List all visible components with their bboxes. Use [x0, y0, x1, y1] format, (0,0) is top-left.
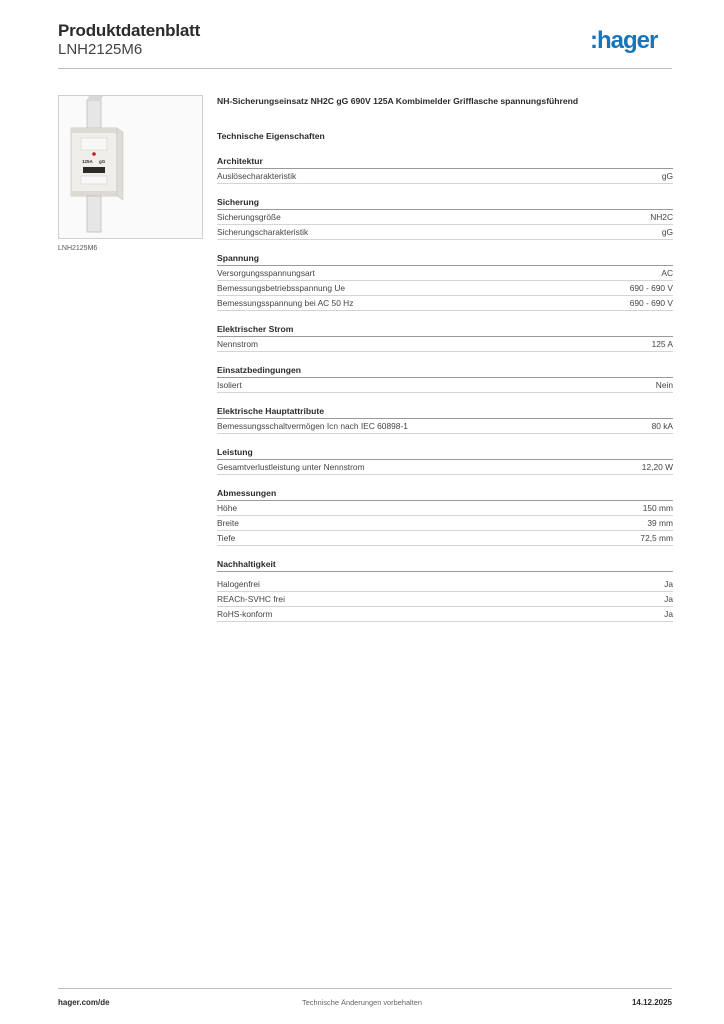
property-value: Ja	[664, 609, 673, 619]
section-title: Abmessungen	[217, 486, 673, 501]
property-value: gG	[661, 171, 673, 181]
section-elektrische-hauptattribute	[217, 404, 673, 434]
section-architektur	[217, 154, 673, 184]
product-code-subtitle: LNH2125M6	[58, 41, 143, 58]
property-row	[217, 225, 673, 240]
property-label: Gesamtverlustleistung unter Nennstrom	[217, 462, 365, 472]
property-value: Ja	[664, 579, 673, 589]
property-row	[217, 378, 673, 393]
property-label: Auslösecharakteristik	[217, 171, 297, 181]
section-nachhaltigkeit	[217, 557, 673, 622]
technical-properties-heading: Technische Eigenschaften	[217, 131, 325, 141]
property-value: 690 - 690 V	[629, 298, 673, 308]
property-label: Versorgungsspannungsart	[217, 268, 315, 278]
property-row	[217, 516, 673, 531]
property-row	[217, 577, 673, 592]
property-label: Bemessungsspannung bei AC 50 Hz	[217, 298, 354, 308]
hager-logo-text: :hager	[590, 27, 658, 54]
image-caption: LNH2125M6	[58, 245, 98, 252]
header-divider	[58, 68, 672, 69]
property-value: gG	[661, 227, 673, 237]
property-label: Sicherungscharakteristik	[217, 227, 309, 237]
property-label: RoHS-konform	[217, 609, 273, 619]
property-row	[217, 592, 673, 607]
property-label: Sicherungsgröße	[217, 212, 281, 222]
property-value: 72,5 mm	[640, 533, 673, 543]
property-row	[217, 501, 673, 516]
section-title: Nachhaltigkeit	[217, 557, 673, 572]
footer-date: 14.12.2025	[631, 998, 672, 1007]
property-row	[217, 169, 673, 184]
property-row	[217, 531, 673, 546]
product-details	[217, 94, 673, 622]
property-value: NH2C	[650, 212, 673, 222]
page-title: Produktdatenblatt	[58, 21, 201, 40]
property-row	[217, 337, 673, 352]
property-value: 690 - 690 V	[629, 283, 673, 293]
property-label: Bemessungsbetriebsspannung Ue	[217, 283, 346, 293]
svg-text:125A: 125A	[82, 159, 93, 164]
property-row	[217, 419, 673, 434]
property-label: Isoliert	[217, 380, 242, 390]
section-spannung	[217, 251, 673, 311]
product-description: NH-Sicherungseinsatz NH2C gG 690V 125A Kombimelder Grifflasche spannungsführend	[217, 96, 579, 106]
property-row	[217, 296, 673, 311]
property-row	[217, 460, 673, 475]
property-value: 150 mm	[642, 503, 673, 513]
section-abmessungen	[217, 486, 673, 546]
footer-website-link[interactable]: hager.com/de	[58, 998, 110, 1007]
section-elektrischer-strom	[217, 322, 673, 352]
property-value: 80 kA	[651, 421, 673, 431]
section-leistung	[217, 445, 673, 475]
property-label: Bemessungsschaltvermögen Icn nach IEC 60898-1	[217, 421, 408, 431]
property-label: REACh-SVHC frei	[217, 594, 285, 604]
section-title: Einsatzbedingungen	[217, 363, 673, 378]
property-label: Höhe	[217, 503, 238, 513]
section-title: Spannung	[217, 251, 673, 266]
property-row	[217, 210, 673, 225]
section-title: Leistung	[217, 445, 673, 460]
footer-notice: Technische Änderungen vorbehalten	[302, 998, 422, 1007]
section-title: Architektur	[217, 154, 673, 169]
property-value: Nein	[655, 380, 673, 390]
product-image	[58, 95, 203, 239]
section-title: Elektrische Hauptattribute	[217, 404, 673, 419]
footer-divider	[58, 988, 672, 989]
property-value: 125 A	[651, 339, 673, 349]
section-title: Sicherung	[217, 195, 673, 210]
section-sicherung	[217, 195, 673, 240]
property-row	[217, 607, 673, 622]
fuse-illustration	[59, 96, 202, 238]
property-value: 12,20 W	[641, 462, 673, 472]
property-label: Tiefe	[217, 533, 236, 543]
property-label: Nennstrom	[217, 339, 258, 349]
property-row	[217, 281, 673, 296]
section-einsatzbedingungen	[217, 363, 673, 393]
svg-text:gG: gG	[99, 159, 106, 164]
hager-logo	[590, 26, 676, 56]
property-row	[217, 266, 673, 281]
section-title: Elektrischer Strom	[217, 322, 673, 337]
property-value: Ja	[664, 594, 673, 604]
property-label: Halogenfrei	[217, 579, 260, 589]
property-value: 39 mm	[647, 518, 673, 528]
property-value: AC	[661, 268, 673, 278]
property-label: Breite	[217, 518, 239, 528]
